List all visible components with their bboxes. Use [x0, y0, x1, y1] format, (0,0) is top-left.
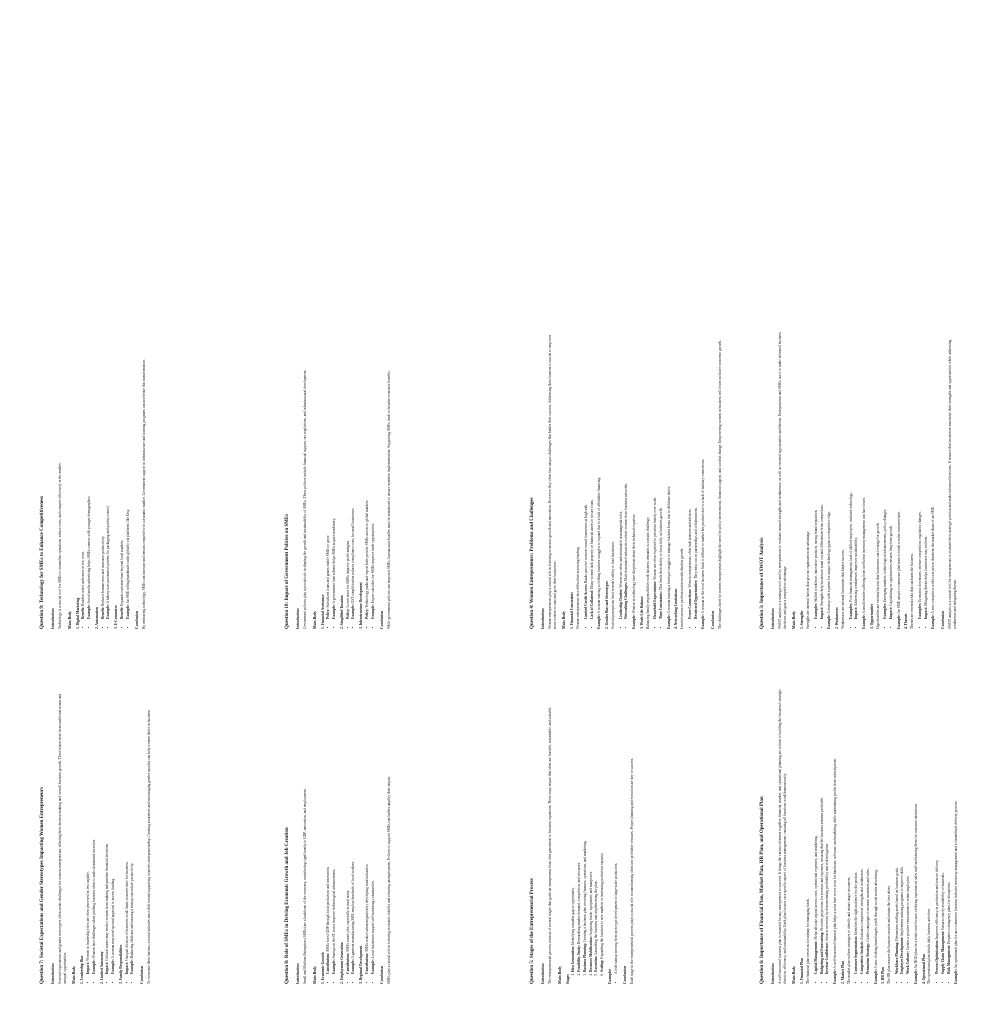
list-item: • Lack of Collateral: Many women lack property or financial assets to secure loans.	[590, 329, 595, 619]
list-item: • Restricted Opportunities: They miss out on partnerships and collaborations.	[694, 329, 699, 619]
paragraph: SWOT analysis is a strategic tool used by entrepreneurs to evaluate internal strengths and weaknesses, as well as external opportunities and threats. Entrepreneurs and SMEs use it to make informed business decisions and gain a competitive advantage.	[778, 332, 787, 629]
list-item: • Example: Balancing childcare and running a startup can reduce productivity.	[130, 684, 135, 974]
question-title: Question 10: Impact of Government Policies on SMEs	[285, 513, 290, 629]
subheading: 2. Weaknesses	[835, 607, 840, 629]
bullet-list	[365, 329, 375, 629]
list-item: • Examples: Emerging markets, technological advancements, policy changes.	[883, 329, 888, 619]
list-item: • Impact: Unequal division of domestic work limits women's time for business.	[125, 684, 130, 974]
list-item: • Limited Credit Access: Banks perceive women-owned businesses as high-risk.	[584, 329, 589, 619]
bullet-list	[346, 329, 356, 629]
paragraph: By embracing technology, SMEs can innovate and remain competitive in a dynamic market. Government support in infrastructure and training programs can accelerate this transformation.	[142, 358, 147, 629]
list-item: • Examples: Economic downturns, intense competition, regulatory changes.	[918, 329, 923, 619]
list-item: • Policy: Subsidized loans and grants enable SMEs to grow.	[326, 329, 331, 619]
example-paragraph: Example: A small retailer suffering from inefficient inventory management can face losses.	[862, 496, 867, 629]
list-item: • Example: A government loan scheme helps SMEs acquire machinery.	[332, 329, 337, 619]
bullet-list	[365, 684, 375, 984]
subheading: 1. Strengths	[800, 610, 805, 629]
paragraph: While government policies can empower SMEs, bureaucratic hurdles must be minimized to ensure seamless implementation. Supporting SMEs leads to broader economic benefits.	[387, 370, 392, 629]
paragraph: Strengths are internal factors that give an organization an advantage.	[806, 530, 811, 629]
heading: Main Body	[72, 965, 77, 984]
example-paragraph: Example: A woman running a boutique struggles to manage business hours due to childcare duties.	[666, 485, 671, 629]
list-item: • Household Expectations: Women are often expected to prioritize family over work.	[653, 329, 658, 619]
paragraph: Societal perceptions limit women's ability to lead businesses.	[610, 541, 615, 629]
list-item: • Time Constraints: This limits their ability to focus fully on business growth.	[659, 329, 664, 619]
subheading: 3. Opportunities	[869, 603, 874, 629]
heading: Conclusion	[623, 965, 628, 984]
paragraph: Women entrepreneurs play a crucial role in fostering economic growth and innovation. However, they often face unique challenges that hinder their success. Addressing these barriers is crucial to empower more women to start and grow their businesses.	[548, 334, 557, 629]
bullet-list	[584, 329, 594, 629]
list-item: 5. Execution: Launching the business and implementing the plan.	[594, 684, 599, 972]
list-item: • Employee Development: Implements training programs to improve skills.	[900, 684, 905, 974]
section-q5	[530, 684, 770, 984]
paragraph: The operational plan details daily business activities.	[927, 908, 932, 984]
list-item: • Investor Confidence: Attracts investors by demonstrating profitability and risk mitigation.	[825, 684, 830, 974]
list-item: • Example: A woman may need spousal approval to access funding.	[111, 684, 116, 974]
list-item: • Impact: Cultural norms may restrict women from making independent financial decisions.	[105, 684, 110, 974]
paragraph: Balancing family responsibilities with business demands is a major challenge.	[645, 516, 650, 629]
list-item: • Contribution: SMEs create jobs, especially in rural areas.	[346, 684, 351, 974]
list-item: • Impact: Women in leadership roles are often perceived as less capable.	[86, 684, 91, 974]
section-q10	[285, 329, 525, 629]
list-item: • Example: An SME selling handmade crafts globally via platforms like Etsy.	[126, 329, 131, 619]
list-item: • Risk Management: Prepares contingency plans for disruptions.	[947, 684, 952, 974]
list-item: • Benefit: Expands customer base beyond local markets.	[120, 329, 125, 619]
paragraph: Limited access to professional networks hinders growth.	[680, 547, 685, 629]
heading: Introduction	[771, 608, 775, 629]
paragraph: Each stage in the entrepreneurial process plays a crucial role in transforming ideas into profitable ventures. Proper planning and execution are key to success.	[630, 757, 635, 984]
heading: Introduction	[296, 963, 300, 984]
list-item: 6. Scaling: Expanding the business to new markets or increasing production capacity.	[600, 684, 605, 972]
example-paragraph: Example: An operational plan for an e-commerce business includes inventory management and a streamlined delivery process.	[954, 800, 959, 984]
list-item: • Capital Management: Helps allocate capital across costs, operational expenses, and marketing.	[814, 684, 819, 974]
heading: Conclusion	[711, 610, 716, 629]
list-item: • Budgeting and Forecasting: Provides projections for revenue and expenses, ensuring that the business remains profitable.	[820, 684, 825, 974]
question-title: Question 7: Societal Expectations and Gender Stereotypes Impacting Women Entrepreneurs	[40, 787, 45, 984]
list-item: • Networking Challenges: Male-dominated industries exclude women from business networks.	[624, 329, 629, 619]
paragraph: To overcome these barriers, societal attitudes must shift toward supporting women's entrepreneurship. Creating awareness and encouraging gender equality can help women thrive in business.	[147, 709, 152, 984]
heading: Introduction	[51, 608, 55, 629]
question-title: Question 3: Importance of SWOT Analysis	[760, 537, 765, 629]
paragraph: The HR plan ensures the business recruits and retains the best talent.	[887, 885, 892, 984]
subheading: 2. Limited Autonomy	[99, 951, 104, 984]
list-item: • Impact: Capitalizing on opportunities ensures long-term growth.	[889, 329, 894, 619]
subheading: 1. Economic Growth	[320, 952, 325, 984]
list-item: • Impact: Strengths help businesses stand out and differentiate from competitors.	[820, 329, 825, 619]
list-item: 2. Feasibility Study: Researching market demand, competition, and resources.	[577, 684, 582, 972]
question-title: Question 9: Technology for SMEs to Enhance Competitiveness	[40, 495, 45, 629]
subheading: 3. Infrastructure Development	[359, 582, 364, 629]
list-item: • Example: A bakery uses automated systems for packaging and quality control.	[106, 329, 111, 619]
bullet-list	[688, 329, 698, 629]
bullet-list	[849, 329, 859, 629]
paragraph: The market plan outlines strategies to identify and attract target customers.	[846, 876, 851, 984]
heading: Introduction	[51, 963, 55, 984]
heading: Main Body	[312, 610, 317, 629]
paragraph: Technology is a crucial tool for SMEs to streamline operations, reduce costs, and compete effectively in the market.	[58, 462, 62, 629]
list-item: • Example: A garment manufacturing SME employs hundreds of local workers.	[351, 684, 356, 974]
bullet-list	[918, 329, 928, 629]
list-item: • Policy: Technology parks and export hubs provide SMEs access to global markets.	[365, 329, 370, 619]
list-item: • Example: Women face challenges when pitching business ideas to male-dominated investors.	[92, 684, 97, 974]
list-item: 4. Resource Mobilization: Acquiring funds, equipment, and manpower.	[589, 684, 594, 972]
list-item: • Fewer Connections: Women entrepreneurs often lack mentors and advisors.	[688, 329, 693, 619]
list-item: • Example: Local businesses support self-sustaining communities.	[371, 684, 376, 974]
heading: Conclusion	[135, 610, 140, 629]
subheading: 4. Networking Limitations	[674, 588, 679, 629]
section-q3	[760, 329, 995, 629]
heading: Introduction	[771, 963, 775, 984]
section-q8	[285, 684, 525, 984]
list-item: 1. Idea Generation: Identifying a market gap or opportunity.	[571, 684, 576, 972]
list-item: • Workforce Planning: Determines staffing needs based on business goals.	[895, 684, 900, 974]
bullet-list	[120, 329, 130, 629]
bullet-list	[86, 684, 96, 984]
list-item: • Example: Export subsidies for SMEs improve trade opportunities.	[371, 329, 376, 619]
example-paragraph: Example: A new competitor with lower prices threatens the market share of an SME.	[931, 506, 936, 629]
question-title: Question 5: Stages of the Entrepreneurial Process	[530, 878, 535, 984]
subheading: 1. Financial Constraints	[570, 592, 575, 629]
bullet-list	[105, 684, 115, 984]
bullet-list	[346, 684, 356, 984]
list-item: • Customer Segmentation: Identifies the right audience for the product.	[854, 684, 859, 974]
heading: Main Body	[67, 610, 72, 629]
list-item: • Benefit: Reaches wider audiences at low costs.	[81, 329, 86, 619]
subheading: 3. Family Responsibilities	[118, 944, 123, 984]
heading: Main Body	[792, 610, 797, 629]
bullet-list	[935, 684, 951, 984]
section-q6	[760, 684, 995, 984]
bullet-list	[854, 684, 870, 984]
subheading: 1. Financial Plan	[800, 958, 805, 984]
bullet-list	[814, 329, 824, 629]
subheading: Stages	[565, 974, 570, 984]
list-item: • Examples: Poor financial management, lack of skilled employees, outdated technology.	[849, 329, 854, 619]
list-item: • Work Culture: Creates a positive environment to retain employees.	[906, 684, 911, 974]
paragraph: Opportunities are external factors that businesses can leverage for growth.	[875, 522, 880, 629]
heading: Introduction	[296, 608, 300, 629]
list-item: • Example: Social media advertising helps SMEs connect with younger demographics.	[87, 329, 92, 619]
example-paragraph: Example: A woman in the food business finds it difficult to market her products due to a lack of industry connections.	[701, 458, 706, 629]
paragraph: Societal expectations and gender stereotypes often create challenges for women entrepreneurs, affecting their decision-making and overall business growth. These biases stem from traditional norms and unequal opportunities.	[58, 693, 67, 984]
paragraph: Threats are external risks that can harm the business.	[910, 553, 915, 629]
heading: Conclusion	[380, 965, 385, 984]
numbered-list	[571, 684, 604, 984]
bullet-list	[895, 684, 911, 984]
paragraph: Weaknesses are internal limitations that hinder success.	[840, 549, 845, 629]
example-paragraph: Example: A startup with a patent for unique technology gains a competitive edge.	[827, 510, 832, 629]
heading: Main Body	[557, 965, 562, 984]
heading: Main Body	[312, 965, 317, 984]
bullet-list	[814, 684, 830, 984]
heading: Conclusion	[140, 965, 145, 984]
example-paragraph: Example: An SME adopts e-commerce platforms to reach a wider customer base.	[896, 511, 901, 629]
example-paragraph: Example: A new clothing brand targets youth through social media advertising.	[873, 869, 878, 984]
list-item: • Process Optimization: Improves efficiency in production and service delivery.	[935, 684, 940, 974]
list-item: • Benefit: Reduces human error and increases productivity.	[101, 329, 106, 619]
subheading: 2. Market Plan	[840, 960, 845, 984]
paragraph: SWOT analysis is a crucial tool for entrepreneurs to evaluate their strategic position and make informed decisions. It ensures that businesses maximize their strengths and opportunities while addressing weaknesses and mitigating threats.	[948, 339, 957, 629]
question-title: Question 6: Importance of Financial Plan, Market Plan, HR Plan, and Operational Plan	[760, 796, 765, 984]
paragraph: Government policies play a pivotal role in shaping the growth and sustainability of SMEs. These policies include financial support, tax regulations, and infrastructural development.	[303, 369, 307, 629]
heading: Main Body	[562, 610, 567, 629]
example-paragraph: Example: A well-structured financial plan helps a solar firm cover costs for hardware, software, and marketing while maintaining profits from subscriptions.	[833, 758, 838, 984]
list-item: • Supply Chain Management: Ensures timely availability of materials.	[941, 684, 946, 974]
list-item: • Competitive Analysis: Evaluates competitors' strengths and weaknesses.	[860, 684, 865, 974]
subheading: 2. Employment Generation	[339, 942, 344, 984]
bullet-list	[326, 684, 336, 984]
subheading: 1. Leadership Bias	[80, 955, 85, 984]
example-paragraph: Example: A woman starting a clothing business struggles to expand due to a lack of affordable financing.	[597, 476, 602, 629]
subheading: 3. Work-Life Balance	[639, 596, 644, 629]
list-item: • Contribution: SMEs boost GDP through local production and innovation.	[326, 684, 331, 974]
list-item: • Example: GST simplification reduces compliance costs for small businesses.	[351, 329, 356, 619]
subheading: 1. Digital Marketing	[75, 597, 80, 629]
subheading: 2. Simplified Taxation	[339, 595, 344, 629]
list-item: • A tech startup moving from prototype development to large-scale production.	[614, 684, 619, 974]
question-title: Question 4: Women Entrepreneurs: Problems and Challenges	[530, 497, 535, 629]
bullet-list	[883, 329, 893, 629]
section-q4	[530, 329, 770, 629]
bullet-list	[81, 329, 91, 629]
list-item: • Impact: Addressing weaknesses improves sustainability.	[854, 329, 859, 619]
subheading: Examples	[607, 969, 612, 984]
list-item: • Examples: Skilled workforce, innovative products, strong brand reputation.	[814, 329, 819, 619]
paragraph: Women entrepreneurs face difficulties accessing funding.	[576, 546, 581, 629]
subheading: 4. Operational Plan	[921, 953, 926, 984]
list-item: • Contribution: SMEs reduce urban migration by developing rural industries.	[365, 684, 370, 974]
example-paragraph: Example: An NGO plan for a retail store focuses on hiring experienced sales staff and training them for customer interaction.	[913, 803, 918, 984]
subheading: 4. Threats	[904, 613, 909, 629]
list-item: • Impact: Mitigating threats helps businesses stay resilient.	[924, 329, 929, 619]
bullet-list	[614, 684, 619, 984]
bullet-list	[125, 684, 135, 984]
section-q7	[40, 684, 280, 984]
heading: Conclusion	[941, 610, 946, 629]
paragraph: The financial plan serves as a roadmap for managing funds.	[806, 898, 811, 984]
subheading: 2. Gender Bias and Stereotypes	[605, 581, 610, 629]
paragraph: The challenges faced by women entrepreneurs highlight the need for policy interventions, financial support, and societal change. Empowering women in business will foster inclusive economic growth.	[718, 339, 723, 629]
heading: Introduction	[541, 963, 545, 984]
example-paragraph: Example: Women in technology face skepticism about their technical expertise.	[632, 513, 637, 629]
list-item: 3. Business Planning: Creating a business plan covering finances, operations, and marketing.	[583, 684, 588, 972]
heading: Main Body	[792, 965, 797, 984]
subheading: 3. E-Commerce	[114, 605, 119, 629]
bullet-list	[619, 329, 629, 629]
paragraph: A well-structured business plan is essential for any entrepreneur to succeed. It brings the various elements together: financial, market, and operational planning are critical to building the business's strategic direction, efficiency, and sustainability. Each plan focuses on a specific aspect of business management, ensuring all functions work harmoniously.	[778, 689, 787, 984]
section-q9	[40, 329, 280, 629]
bullet-list	[653, 329, 663, 629]
list-item: • Promotion Strategy: Guides campaigns to increase awareness and sales.	[866, 684, 871, 974]
heading: Introduction	[541, 608, 545, 629]
paragraph: Small and Medium Enterprises (SMEs) are a backbone of the economy, contributing significantly to GDP, innovation, and employment.	[303, 788, 307, 984]
paragraph: SMEs play a crucial role in fostering economic stability and reducing unemployment. Policies to support SMEs can further amplify their impact.	[387, 775, 392, 984]
paragraph: The entrepreneurial process consists of several stages that guide an entrepreneur from idea generation to business expansion. These steps ensure that ideas are feasible, sustainable, and scalable.	[548, 706, 552, 984]
subheading: 3. HR Plan	[881, 967, 886, 984]
list-item: • Example: Startups in the IT sector improve technological advancements.	[332, 684, 337, 974]
subheading: 3. Regional Development	[359, 945, 364, 984]
list-item: • Policy: Lower taxes for SMEs improve profit margins.	[346, 329, 351, 619]
subheading: 1. Financial Assistance	[320, 594, 325, 629]
bullet-list	[326, 329, 336, 629]
list-item: • Leadership Doubts: Women are often underestimated in managerial roles.	[619, 329, 624, 619]
question-title: Question 8: Role of SMEs in Driving Economic Growth and Job Creation	[285, 827, 290, 984]
bullet-list	[101, 329, 111, 629]
heading: Conclusion	[380, 610, 385, 629]
subheading: 2. Automation	[94, 607, 99, 629]
